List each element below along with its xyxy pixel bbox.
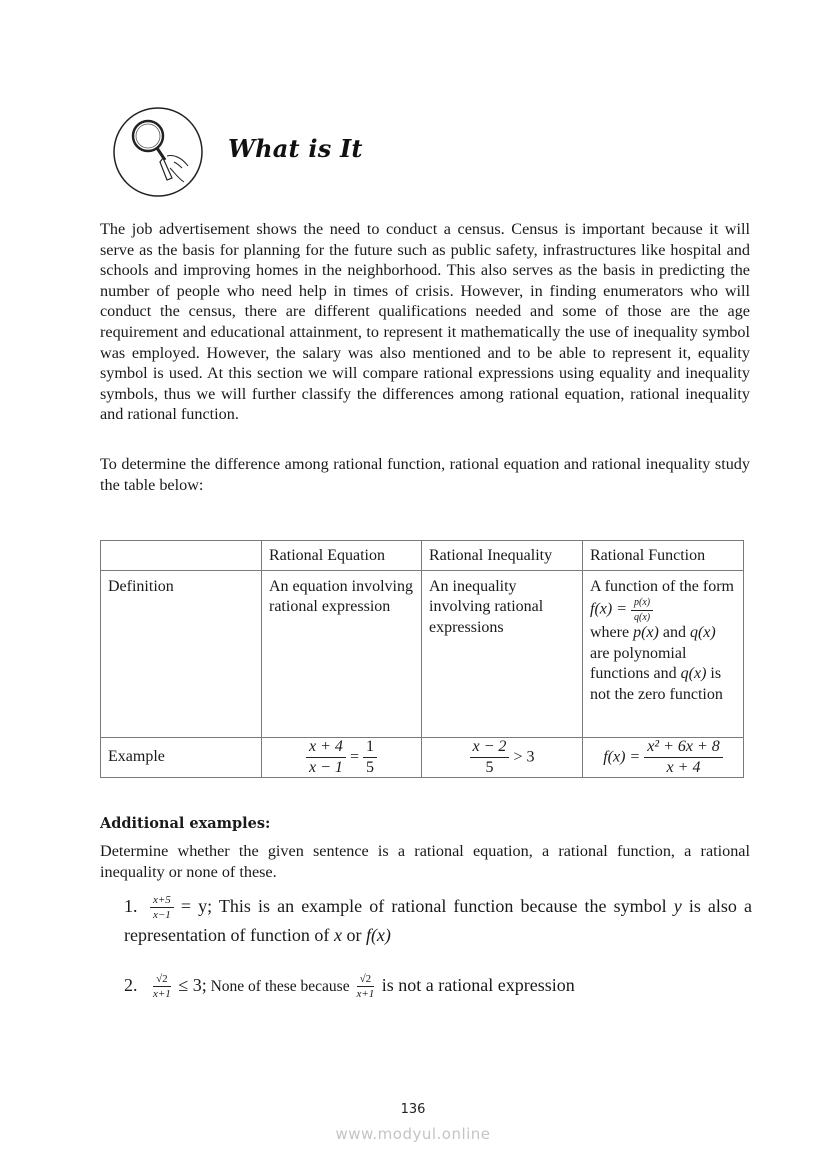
def-func-text: A function of the form [590,577,734,595]
ex-eq-fraction [306,738,346,778]
ex2-fraction-2 [353,973,377,1001]
intro-paragraph: The job advertisement shows the need to conduct a census. Census is important because it will serve as the basis for planning for the future such as public safety, infrastructures like hospital and schools and improving homes in the neighborhood. This also serves as the basis in predicting the number of people who need help in times of crisis. However, in finding enumerators who will conduct the census, there are different qualifications needed and some of those are the age requirement and educational attainment, to represent it mathematically the use of inequality symbol was employed. However, the salary was also mentioned and to be able to represent it, equality symbol is used. At this section we will compare rational expressions using equality and inequality symbols, thus we will further classify the differences among rational equation, rational inequality and rational function. [100,220,750,424]
ex2-text: None of these because [206,978,354,995]
ex2-num: √2 [153,973,171,988]
ex2-fraction [150,973,174,1001]
example-item-2 [124,972,752,1001]
definition-equation: An equation involving rational expression [262,570,422,737]
example-item-1 [124,893,752,948]
ex1-x: x [333,925,342,946]
ex1-or: or [341,925,366,946]
def-func-q: q(x) [689,624,716,642]
ex-eq-num: x + 4 [306,738,346,758]
additional-instruction: Determine whether the given sentence is a rational equation, a rational function, a rational inequality or none of these. [100,842,750,881]
ex-eq-rnum: 1 [363,738,377,758]
header-rational-function: Rational Function [583,541,744,571]
example-number: 1. [124,896,138,916]
def-func-den: q(x) [634,611,651,623]
ex-ineq-num: x − 2 [470,738,510,758]
ex-eq-op: = [349,748,359,766]
ex1-sym: y [673,896,682,916]
ex-func-fraction [644,738,723,778]
header-rational-inequality: Rational Inequality [422,541,583,571]
ex1-den: x−1 [153,909,171,922]
header-cell-empty [101,541,262,571]
def-func-num: p(x) [631,597,653,611]
header-rational-equation: Rational Equation [262,541,422,571]
page-number: 136 [400,1102,426,1117]
ex2-rel: ≤ 3; [173,975,207,995]
definition-inequality: An inequality involving rational expressions [422,570,583,737]
ex1-text: This is an example of rational function because the symbol [212,896,674,916]
example-function [583,737,744,778]
ex-eq-rhs-fraction [363,738,377,778]
example-inequality [422,737,583,778]
def-func-and: and [658,624,690,642]
ex-func-num: x² + 6x + 8 [644,738,723,758]
additional-examples-heading: Additional examples: [100,815,271,832]
row-label-example: Example [101,737,262,778]
ex-ineq-op: > 3 [513,748,535,766]
table-row-example [101,737,744,778]
table-intro-paragraph: To determine the difference among rational function, rational equation and rational inequality study the table below: [100,455,750,494]
ex1-fraction [150,894,174,922]
ex2-den2: x+1 [356,988,375,1001]
ex-ineq-fraction [470,738,510,778]
def-func-p: p(x) [633,624,659,642]
example-number: 2. [124,975,138,995]
ex1-text2: is also a representation of function of [124,896,752,946]
ex1-rel: = y; [173,896,213,916]
def-func-fx: f(x) = [590,600,627,618]
def-func-post1: are polynomial functions and [590,644,687,683]
watermark: www.modyul.online [335,1125,491,1143]
def-func-post2: is not the zero function [590,665,723,703]
ex2-den: x+1 [153,988,171,1001]
def-func-where: where [590,624,634,642]
ex-func-den: x + 4 [666,758,701,776]
ex-ineq-den: 5 [485,758,494,776]
comparison-table [100,540,744,778]
ex1-fx: f(x) [365,925,391,946]
ex2-num2: √2 [357,973,375,988]
ex-func-lhs: f(x) = [603,748,641,766]
table-row-definition [101,570,744,737]
row-label-definition: Definition [101,570,262,737]
def-func-fraction [631,597,653,623]
ex-eq-den: x − 1 [309,758,343,776]
example-equation [262,737,422,778]
ex2-text2: is not a rational expression [377,975,575,995]
section-title: What is It [228,134,363,163]
ex-eq-rden: 5 [365,758,374,776]
def-func-q2: q(x) [680,665,707,683]
definition-function [583,570,744,737]
ex1-num: x+5 [150,894,174,909]
table-header-row [101,541,744,571]
magnifying-glass-icon [112,106,204,198]
